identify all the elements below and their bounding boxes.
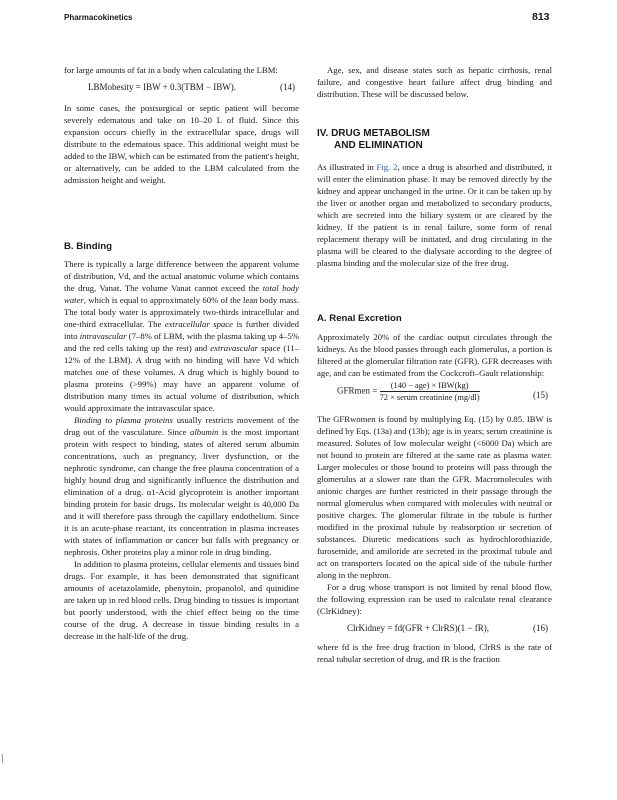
equation-15-lhs: GFRmen = <box>337 385 378 396</box>
equation-14-number: (14) <box>280 82 295 92</box>
left-column-binding <box>64 258 299 642</box>
right-column-metabolism <box>317 161 552 269</box>
heading-drug-metabolism: IV. DRUG METABOLISM <box>317 128 430 139</box>
heading-elimination: AND ELIMINATION <box>334 140 423 151</box>
para-lbm-intro: for large amounts of fat in a body when calculating the LBM: <box>64 65 278 75</box>
heading-renal-excretion: A. Renal Excretion <box>317 313 402 324</box>
para-plasma-proteins: Binding to plasma proteins usually restricts movement of the drug out of the vasculature. Since albumin is the most important protein with respect to binding, states of altered serum albumin concentrations, such as pregnancy, liver dysfunction, or the nephrotic syndrome, can change the free plasma concentration of a highly bound drug and significantly influence the distribution and elimination of a drug. α1-Acid glycoprotein is another important binding protein for basic drugs. Its molecular weight is 40,000 Da and it will therefore pass through the capillary endothelium. Since it is an acute-phase reactant, its concentration in plasma increases with states of inflammation or cancer but falls with pregnancy or nephrosis. Other proteins play a minor role in drug binding. <box>64 415 299 557</box>
equation-16-number: (16) <box>533 623 548 633</box>
para-elimination-phase: As illustrated in Fig. 2, once a drug is absorbed and distributed, it will enter the elimination phase. It may be removed directly by the kidney and appear unchanged in the urine. Or it can be taken up by the liver or another organ and metabolized to secondary products, which are secreted into the biliary system or are cleared by the kidney. If the patient is in renal failure, some form of renal replacement therapy will be initiated, and drug circulating in the plasma will be cleared to the dialysate according to the degree of plasma binding and the molecular size of the free drug. <box>317 162 553 268</box>
heading-binding: B. Binding <box>64 241 112 252</box>
para-binding-volumes: There is typically a large difference between the apparent volume of distribution, Vd, and the actual anatomic volume which contains the drug, Vanat. The volume Vanat cannot exceed the total body water, which is equal to approximately 60% of the lean body mass. The total body water is approximately two-thirds intracellular and one-third extracellular. The extracellular space is further divided into intravascular (7–8% of LBM, with the plasma taking up 4–5% and the red cells taking up the rest) and extravascular space (11–12% of the LBM). A drug with no binding will have Vd which matches one of these volumes. A drug which is highly bound to plasma proteins (>99%) may have an apparent volume of distribution many times its actual volume of distribution, which would approximate the intravascular space. <box>64 259 300 413</box>
equation-14-body: LBMobesity = IBW + 0.3(TBM − IBW). <box>88 82 237 92</box>
equation-15-fraction <box>380 381 480 402</box>
equation-14 <box>64 76 299 100</box>
figure-2-link[interactable]: Fig. 2 <box>376 162 398 172</box>
equation-15-numerator: (140 − age) × IBW(kg) <box>380 381 480 392</box>
para-free-drug-fraction: where fd is the free drug fraction in blood, ClrRS is the rate of renal tubular secretion of drug, and fR is the fraction <box>317 642 552 664</box>
right-column-top <box>317 64 552 100</box>
para-renal-clearance: For a drug whose transport is not limited by renal blood flow, the following expression can be used to calculate renal clearance (ClrKidney): <box>317 582 552 616</box>
equation-15-number: (15) <box>533 390 548 400</box>
running-title: Pharmacokinetics <box>64 13 133 22</box>
right-column-renal <box>317 331 552 665</box>
para-gfr-women: The GFRwomen is found by multiplying Eq. (15) by 0.85. IBW is defined by Eqs. (13a) and (13b); age is in years; serum creatinine is measured. Solutes of low molecular weight (<6000 Da) which are not bound to protein are filtered at the same rate as plasma water. Larger molecules or those bound to proteins will pass through the glomerulus at a slower rate than the GFR. Macromolecules with anionic charges are further restricted in their passage through the normal glomerulus when compared with molecules with neutral or positive charges. The glomerular filtrate in the tubule is further modified in the proximal tubule by reabsorption or secretion of substances. Diuretic medications such as hydrochlorothiazide, furosemide, and amiloride are secreted in the proximal tubule and act on transporters located on the apical side of the tubule further along in the nephron. <box>317 414 552 580</box>
equation-16 <box>317 617 552 641</box>
equation-16-body: ClrKidney = fd(GFR + ClrRS)(1 − fR), <box>347 623 489 633</box>
margin-mark <box>2 754 3 763</box>
para-age-sex-disease: Age, sex, and disease states such as hepatic cirrhosis, renal failure, and congestive heart failure affect drug binding and distribution. These will be discussed below. <box>317 65 552 99</box>
left-column <box>64 64 299 186</box>
equation-15 <box>317 379 552 413</box>
equation-15-denominator: 72 × serum creatinine (mg/dl) <box>379 393 480 402</box>
para-edematous: In some cases, the postsurgical or septic patient will become severely edematous and take on 10–20 L of fluid. Since this expansion occurs chiefly in the extracellular space, drugs will distribute to the edematous space. This additional weight must be added to the IBW, which can be estimated from the patient's height, or alternatively, can be added to the LBM calculated from the admission height and weight. <box>64 103 300 185</box>
page-number: 813 <box>532 11 550 23</box>
para-tissue-binding: In addition to plasma proteins, cellular elements and tissues bind drugs. For example, it has been demonstrated that significant amounts of acetazolamide, phenytoin, propanolol, and quinidine are taken up in red blood cells. Drug binding to tissues is important but poorly understood, with the chief effect being on the time course of the drug. A decrease in tissue binding results in a decrease in the half-life of the drug. <box>64 559 299 641</box>
para-cardiac-output: Approximately 20% of the cardiac output circulates through the kidneys. As the blood passes through each glomerulus, a portion is filtered at the glomerular filtration rate (GFR). GFR decreases with age, and can be estimated from the Cockcroft–Gault relationship: <box>317 332 552 378</box>
